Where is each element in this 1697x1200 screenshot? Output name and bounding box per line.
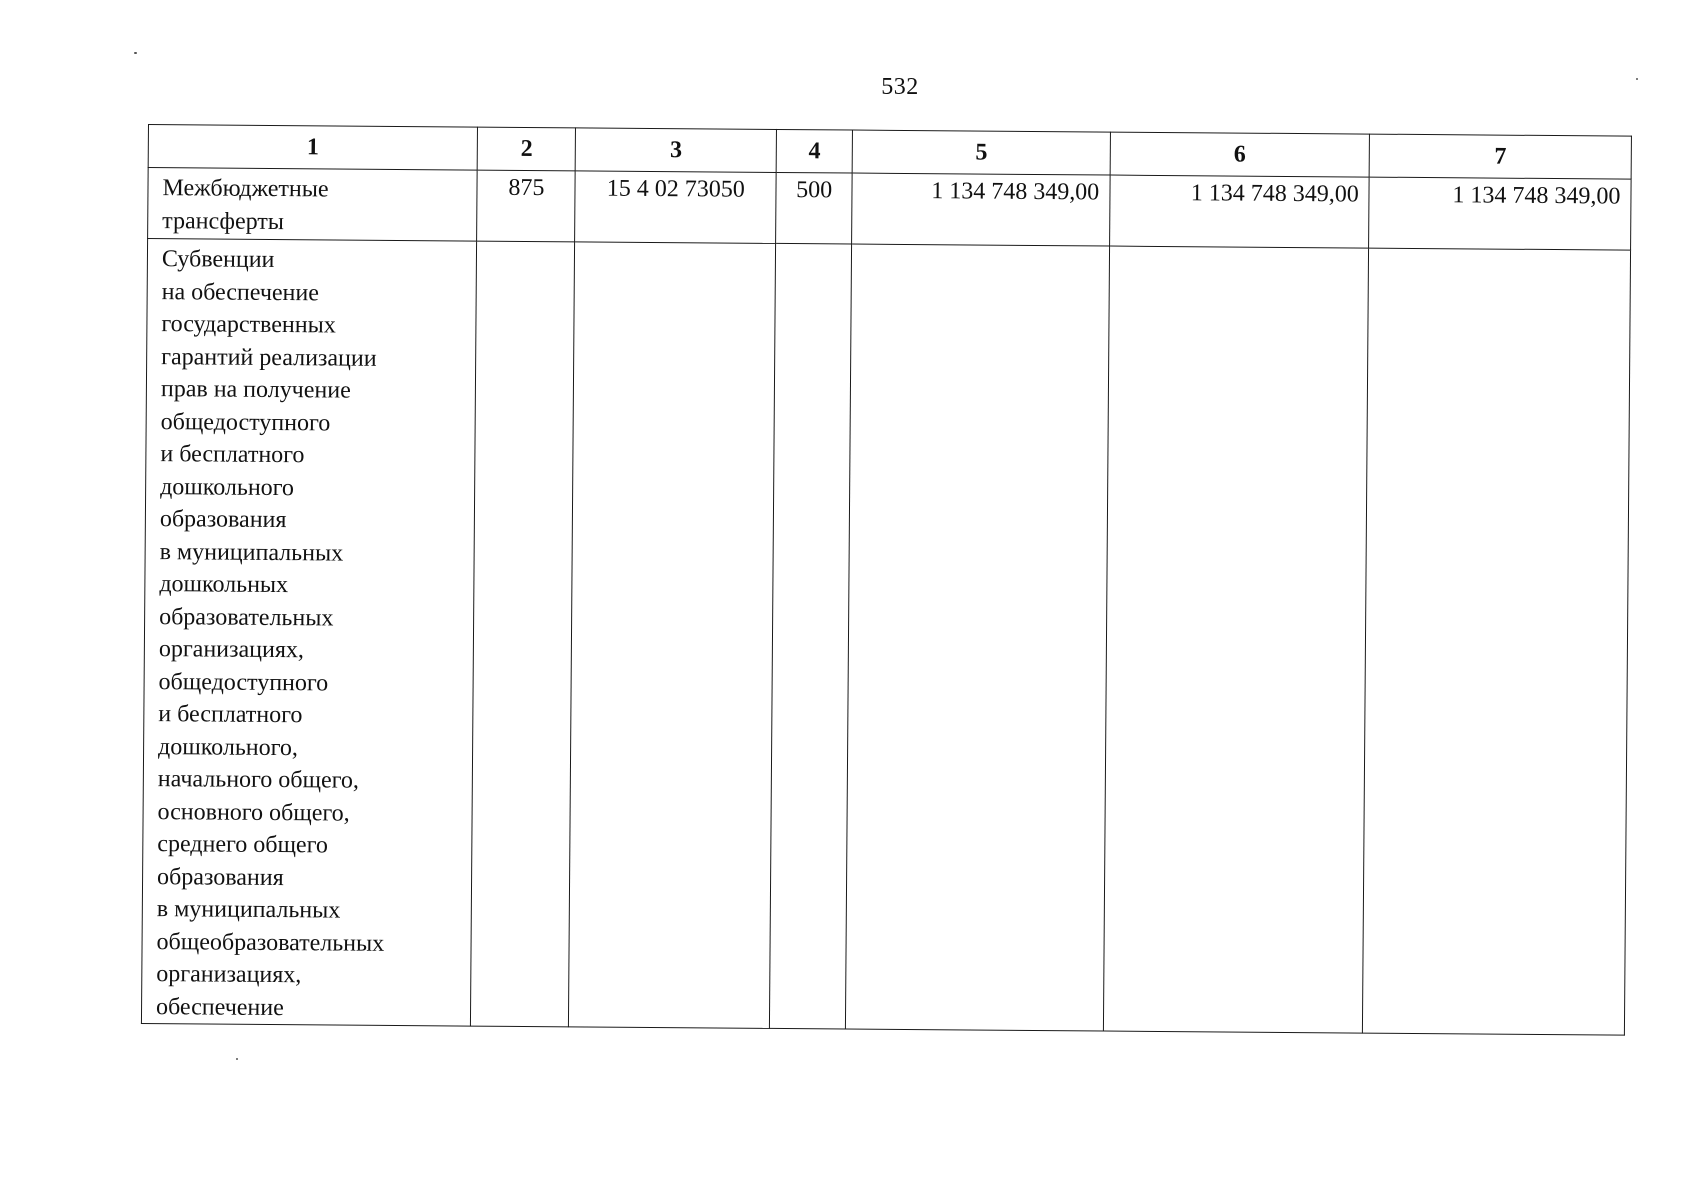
column-header-5: 5 bbox=[853, 130, 1111, 175]
row-name-line: в муниципальных bbox=[159, 538, 344, 567]
target-code-cell bbox=[569, 242, 776, 1029]
row-name-line: дошкольного bbox=[160, 473, 295, 501]
amount-cell-7 bbox=[1363, 248, 1631, 1035]
row-name-line: организациях, bbox=[156, 961, 302, 989]
table-row bbox=[141, 239, 1630, 1036]
row-name-cell bbox=[141, 239, 476, 1027]
row-name-line: организациях, bbox=[158, 636, 305, 664]
row-name-line: начального общего, bbox=[157, 766, 360, 794]
row-name-line: на обеспечение bbox=[161, 278, 320, 306]
amount-cell-6 bbox=[1103, 246, 1369, 1033]
column-header-4: 4 bbox=[776, 129, 853, 173]
row-name-line: общеобразовательных bbox=[156, 928, 385, 957]
row-name-line: прав на получение bbox=[160, 376, 351, 404]
scan-speck bbox=[1636, 78, 1638, 80]
scan-speck bbox=[134, 52, 137, 54]
row-name-line: среднего общего bbox=[157, 831, 328, 859]
page-number: 532 bbox=[881, 74, 919, 100]
column-header-3: 3 bbox=[576, 128, 777, 173]
row-name-line: общедоступного bbox=[160, 408, 331, 436]
column-header-6: 6 bbox=[1110, 132, 1370, 177]
scan-speck bbox=[236, 1058, 238, 1060]
chapter-code-cell bbox=[471, 241, 575, 1027]
row-name-line: общедоступного bbox=[158, 668, 329, 696]
row-name-line: Субвенции bbox=[161, 246, 275, 273]
budget-table bbox=[141, 124, 1632, 1036]
row-name-line: в муниципальных bbox=[156, 896, 341, 924]
chapter-code-cell: 875 bbox=[477, 170, 576, 242]
target-code-cell: 15 4 02 73050 bbox=[575, 171, 776, 244]
table-row bbox=[148, 168, 1632, 251]
amount-cell-5: 1 134 748 349,00 bbox=[852, 173, 1110, 246]
row-name: Межбюджетные трансферты bbox=[162, 175, 329, 235]
row-name-line: основного общего, bbox=[157, 798, 350, 827]
row-name-line: дошкольных bbox=[159, 571, 289, 599]
column-header-1: 1 bbox=[148, 125, 478, 171]
row-name-line: обеспечение bbox=[155, 993, 284, 1021]
amount-cell-7: 1 134 748 349,00 bbox=[1369, 177, 1631, 250]
expense-type-cell: 500 bbox=[776, 172, 853, 244]
amount-cell-6: 1 134 748 349,00 bbox=[1109, 175, 1369, 248]
row-name-line: и бесплатного bbox=[160, 441, 305, 469]
row-name-cell bbox=[148, 168, 478, 242]
row-name-line: дошкольного, bbox=[158, 733, 299, 761]
row-name-line: образования bbox=[156, 863, 284, 891]
row-name-line: образовательных bbox=[159, 603, 334, 631]
column-header-7: 7 bbox=[1369, 134, 1631, 179]
amount-cell-5 bbox=[846, 244, 1110, 1031]
column-header-2: 2 bbox=[477, 127, 575, 171]
row-name-line: государственных bbox=[161, 311, 336, 339]
row-name-line: и бесплатного bbox=[158, 701, 303, 729]
expense-type-cell bbox=[769, 243, 851, 1029]
row-name-line: образования bbox=[159, 506, 287, 534]
row-name-line: гарантий реализации bbox=[161, 343, 377, 372]
